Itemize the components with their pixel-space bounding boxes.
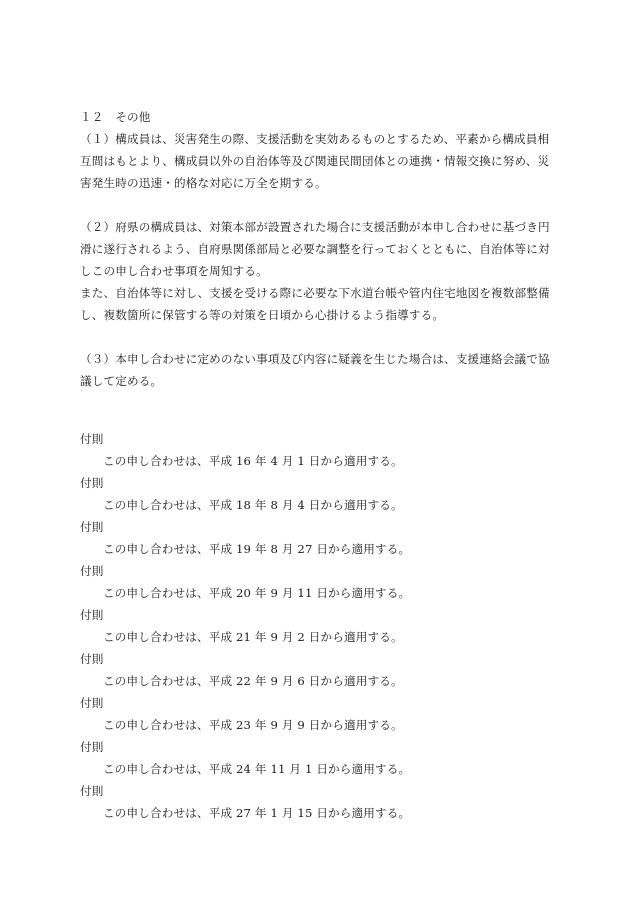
fusoku-label: 付則 bbox=[80, 696, 104, 710]
paragraph-3 bbox=[80, 348, 550, 392]
spacer bbox=[80, 414, 550, 428]
paragraph-line: （１）構成員は、災害発生の際、支援活動を実効あるものとするため、平素から構成員相 bbox=[80, 132, 550, 146]
fusoku-text: この申し合わせは、平成 19 年 8 月 27 日から適用する。 bbox=[103, 542, 411, 556]
paragraph-2 bbox=[80, 216, 550, 326]
fusoku-label: 付則 bbox=[80, 520, 104, 534]
spacer bbox=[80, 194, 550, 216]
fusoku-text: この申し合わせは、平成 23 年 9 月 9 日から適用する。 bbox=[103, 718, 403, 732]
fusoku-label: 付則 bbox=[80, 432, 104, 446]
spacer bbox=[80, 326, 550, 348]
paragraph-line: 互間はもとより、構成員以外の自治体等及び関連民間団体との連携・情報交換に努め、災 bbox=[80, 154, 550, 168]
fusoku-label: 付則 bbox=[80, 740, 104, 754]
fusoku-text: この申し合わせは、平成 22 年 9 月 6 日から適用する。 bbox=[103, 674, 403, 688]
paragraph-line: 害発生時の迅速・的格な対応に万全を期する。 bbox=[80, 176, 327, 190]
fusoku-text: この申し合わせは、平成 27 年 1 月 15 日から適用する。 bbox=[103, 806, 411, 820]
fusoku-label: 付則 bbox=[80, 564, 104, 578]
fusoku-label: 付則 bbox=[80, 784, 104, 798]
fusoku-text: この申し合わせは、平成 20 年 9 月 11 日から適用する。 bbox=[103, 586, 411, 600]
paragraph-line: （３）本申し合わせに定めのない事項及び内容に疑義を生じた場合は、支援連絡会議で協 bbox=[80, 352, 550, 366]
section-title: １２ その他 bbox=[80, 110, 151, 124]
paragraph-1 bbox=[80, 128, 550, 194]
paragraph-line: 議して定める。 bbox=[80, 374, 163, 388]
paragraph-line: しこの申し合わせ事項を周知する。 bbox=[80, 264, 268, 278]
paragraph-line: （２）府県の構成員は、対策本部が設置された場合に支援活動が本申し合わせに基づき円 bbox=[80, 220, 550, 234]
fusoku-label: 付則 bbox=[80, 476, 104, 490]
document-body bbox=[80, 106, 550, 824]
fusoku-text: この申し合わせは、平成 18 年 8 月 4 日から適用する。 bbox=[103, 498, 403, 512]
fusoku-text: この申し合わせは、平成 21 年 9 月 2 日から適用する。 bbox=[103, 630, 403, 644]
supplementary-provisions bbox=[80, 428, 550, 824]
paragraph-line: 滑に遂行されるよう、自府県関係部局と必要な調整を行っておくとともに、自治体等に対 bbox=[80, 242, 550, 256]
fusoku-label: 付則 bbox=[80, 608, 104, 622]
spacer bbox=[80, 392, 550, 414]
paragraph-line: また、自治体等に対し、支援を受ける際に必要な下水道台帳や管内住宅地図を複数部整備 bbox=[80, 286, 550, 300]
fusoku-label: 付則 bbox=[80, 652, 104, 666]
fusoku-text: この申し合わせは、平成 24 年 11 月 1 日から適用する。 bbox=[103, 762, 411, 776]
paragraph-line: し、複数箇所に保管する等の対策を日頃から心掛けるよう指導する。 bbox=[80, 308, 445, 322]
fusoku-text: この申し合わせは、平成 16 年 4 月 1 日から適用する。 bbox=[103, 454, 403, 468]
